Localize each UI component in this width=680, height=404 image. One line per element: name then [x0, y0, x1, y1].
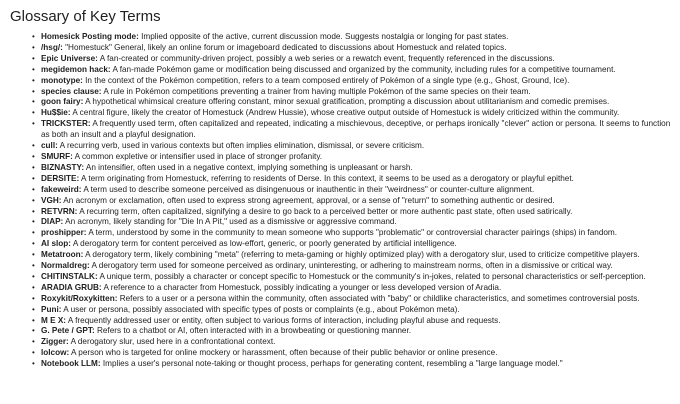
glossary-definition: A common expletive or intensifier used in place of stronger profanity.: [72, 151, 323, 161]
glossary-definition: A frequently used term, often capitalized and repeated, indicating a mischievous, deceptive, or perhaps ironically "clever" action or persona. It seems to function as both an insult and a playful designation.: [41, 119, 671, 140]
glossary-item: [32, 316, 674, 327]
glossary-term: Metatroon:: [41, 250, 84, 260]
glossary-item: [32, 174, 674, 185]
glossary-definition: A fan-created or community-driven project, possibly a web series or a rewatch event, frequently referenced in the discussions.: [97, 53, 555, 63]
glossary-item: [32, 152, 674, 163]
glossary-definition: Refers to a chatbot or AI, often interacted with in a browbeating or questioning manner.: [94, 326, 412, 336]
glossary-term: TRICKSTER:: [41, 119, 91, 129]
glossary-definition: A unique term, possibly a character or concept specific to Homestuck or the community's in-jokes, related to personal characteristics or self-perception.: [97, 271, 646, 281]
glossary-definition: A fan-made Pokémon game or modification being discussed and organized by the community, including rules for a competitive tournament.: [110, 64, 616, 74]
glossary-definition: A derogatory term used for someone perceived as ordinary, uninteresting, or adhering to mainstream norms, often in a dismissive or critical way.: [89, 261, 613, 271]
glossary-definition: A user or persona, possibly associated with specific types of posts or complaints (e.g., about Pokémon meta).: [61, 304, 460, 314]
glossary-definition: An acronym, likely standing for "Die In A Pit," used as a dismissive or aggressive command.: [63, 217, 397, 227]
glossary-term: AI slop:: [41, 239, 72, 249]
glossary-definition: A derogatory term for content perceived as low-effort, generic, or poorly generated by artificial intelligence.: [71, 239, 457, 249]
glossary-term: DIAP:: [41, 217, 64, 227]
glossary-definition: A term, understood by some in the community to mean someone who supports "problematic" or controversial character pairings (ships) in fandom.: [86, 228, 618, 238]
glossary-item: [32, 97, 674, 108]
glossary-item: [32, 272, 674, 283]
glossary-term: BIZNASTY:: [41, 162, 85, 172]
glossary-definition: A hypothetical whimsical creature offering constant, minor sexual gratification, prompting a discussion about utilitarianism and comedic premises.: [83, 97, 610, 107]
glossary-term: species clause:: [41, 86, 102, 96]
glossary-definition: A reference to a character from Homestuck, possibly indicating a younger or less developed version of Aradia.: [101, 282, 502, 292]
glossary-item: [32, 348, 674, 359]
glossary-term: Roxykit/Roxykitten:: [41, 293, 118, 303]
glossary-term: CHITINSTALK:: [41, 271, 98, 281]
glossary-definition: An intensifier, often used in a negative context, implying something is unpleasant or harsh.: [84, 162, 413, 172]
glossary-definition: A central figure, likely the creator of Homestuck (Andrew Hussie), whose creative output outside of Homestuck is widely criticized within the community.: [70, 108, 620, 118]
glossary-item: [32, 32, 674, 43]
glossary-term: DERSITE:: [41, 173, 80, 183]
glossary-definition: A recurring verb, used in various contexts but often implies elimination, dismissal, or severe criticism.: [57, 141, 425, 151]
glossary-item: [32, 359, 674, 370]
glossary-term: Homesick Posting mode:: [41, 32, 139, 41]
glossary-item: [32, 87, 674, 98]
glossary-item: [32, 239, 674, 250]
glossary-item: [32, 141, 674, 152]
glossary-term: fakeweird:: [41, 184, 82, 194]
glossary-definition: Refers to a user or a persona within the community, often associated with "baby" or childlike characteristics, and sometimes controversial posts.: [117, 293, 640, 303]
glossary-item: [32, 283, 674, 294]
glossary-term: goon fairy:: [41, 97, 84, 107]
glossary-item: [32, 228, 674, 239]
glossary-item: [32, 65, 674, 76]
glossary-item: [32, 119, 674, 141]
glossary-term: Notebook LLM:: [41, 359, 101, 369]
glossary-definition: A derogatory slur, used here in a confrontational context.: [68, 337, 276, 347]
glossary-item: [32, 305, 674, 316]
glossary-item: [32, 261, 674, 272]
glossary-list: [10, 32, 674, 370]
glossary-definition: "Homestuck" General, likely an online forum or imageboard dedicated to discussions about Homestuck and related topics.: [62, 42, 507, 52]
glossary-term: Zigger:: [41, 337, 69, 347]
glossary-definition: In the context of the Pokémon competition, refers to a team composed entirely of Pokémon of a single type (e.g., Ghost, Ground, Ice).: [82, 75, 570, 85]
glossary-definition: A rule in Pokémon competitions preventing a trainer from having multiple Pokémon of the same species on their team.: [101, 86, 531, 96]
glossary-definition: A derogatory term, likely combining "meta" (referring to meta-gaming or highly optimized play) with a derogatory slur, used to criticize competitive players.: [83, 250, 640, 260]
glossary-term: /hsg/:: [41, 42, 63, 52]
glossary-definition: An acronym or exclamation, often used to express strong agreement, approval, or a sense of "return" to something authentic or desired.: [61, 195, 555, 205]
glossary-term: G. Pete / GPT:: [41, 326, 95, 336]
glossary-item: [32, 43, 674, 54]
glossary-item: [32, 294, 674, 305]
glossary-term: ARADIA GRUB:: [41, 282, 102, 292]
glossary-definition: A person who is targeted for online mockery or harassment, often because of their public behavior or online presence.: [69, 348, 498, 358]
glossary-definition: A frequently addressed user or entity, often subject to various forms of interaction, including playful abuse and requests.: [66, 315, 501, 325]
glossary-item: [32, 207, 674, 218]
glossary-item: [32, 196, 674, 207]
glossary-term: monotype:: [41, 75, 83, 85]
glossary-item: [32, 250, 674, 261]
glossary-term: Epic Universe:: [41, 53, 98, 63]
glossary-item: [32, 54, 674, 65]
glossary-term: Normaldreg:: [41, 261, 90, 271]
glossary-definition: A term used to describe someone perceived as disingenuous or inauthentic in their "weirdness" or counter-culture alignment.: [81, 184, 535, 194]
page-title: Glossary of Key Terms: [10, 8, 161, 25]
glossary-item: [32, 185, 674, 196]
glossary-item: [32, 326, 674, 337]
glossary-term: cull:: [41, 141, 58, 151]
glossary-term: Hu$$ie:: [41, 108, 71, 118]
glossary-definition: A recurring term, often capitalized, signifying a desire to go back to a perceived better or more authentic past state, often used satirically.: [77, 206, 573, 216]
glossary-term: lolcow:: [41, 348, 70, 358]
glossary-item: [32, 163, 674, 174]
glossary-item: [32, 108, 674, 119]
glossary-term: megidemon hack:: [41, 64, 111, 74]
glossary-definition: Implied opposite of the active, current discussion mode. Suggests nostalgia or longing for past states.: [138, 32, 509, 41]
glossary-term: M E X:: [41, 315, 67, 325]
glossary-term: proshipper:: [41, 228, 87, 238]
glossary-item: [32, 337, 674, 348]
glossary-term: VGH:: [41, 195, 62, 205]
glossary-item: [32, 76, 674, 87]
glossary-term: Puni:: [41, 304, 62, 314]
glossary-item: [32, 217, 674, 228]
glossary-term: RETVRN:: [41, 206, 78, 216]
glossary-definition: Implies a user's personal note-taking or thought process, perhaps for generating content, resembling a "large language model.": [100, 359, 563, 369]
glossary-term: SMURF:: [41, 151, 73, 161]
glossary-definition: A term originating from Homestuck, referring to residents of Derse. In this context, it seems to be used as a derogatory or playful epithet.: [79, 173, 574, 183]
